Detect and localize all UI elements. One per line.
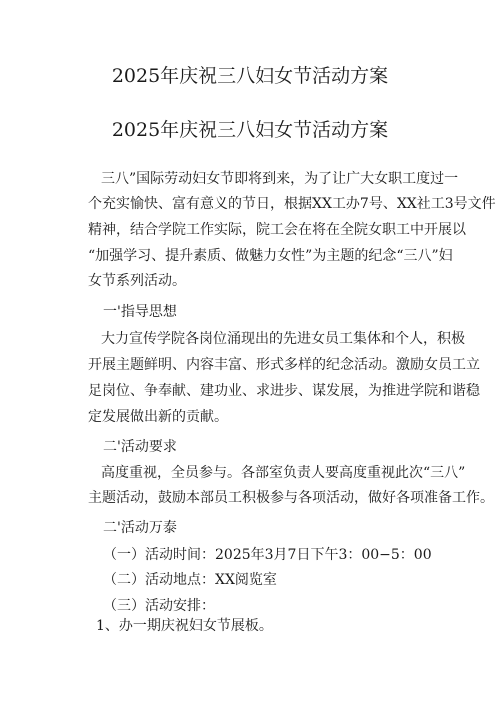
intro-line-3: 精神，结合学院工作实际，院工会在将在全院女职工中开展以	[88, 222, 466, 238]
intro-line-2: 个充实愉快、富有意义的节日，根据XX工办7号、XX社工3号文件	[88, 196, 496, 212]
section-3-item-time: （一）活动时间：2025年3月7日下午3：00−5：00	[103, 547, 432, 563]
section-2-line-1: 高度重视，全员参与。各部室负责人要高度重视此次“三八”	[101, 465, 466, 481]
section-1-line-2: 开展主题鲜明、内容丰富、形式多样的纪念活动。激励女员工立	[88, 357, 480, 373]
document-title: 2025年庆祝三八妇女节活动方案	[111, 65, 389, 87]
document-subtitle: 2025年庆祝三八妇女节活动方案	[111, 119, 389, 141]
section-1-line-1: 大力宣传学院各岗位涌现出的先进女员工集体和个人，积极	[101, 331, 465, 347]
section-2-heading: 二'活动要求	[103, 439, 177, 455]
intro-line-1: 三八”国际劳动妇女节即将到来，为了让广大女职工度过一	[101, 171, 459, 187]
intro-line-5: 女节系列活动。	[88, 273, 186, 289]
section-1-line-4: 定发展做出新的贡献。	[88, 409, 228, 425]
section-2-line-2: 主题活动，鼓励本部员工积极参与各项活动，做好各项准备工作。	[88, 490, 494, 506]
section-1-heading: 一'指导思想	[103, 304, 177, 320]
activity-item-1: 1、办一期庆祝妇女节展板。	[96, 618, 273, 634]
section-1-line-3: 足岗位、争奉献、建功业、求进步、谋发展，为推进学院和谐稳	[88, 383, 480, 399]
section-3-heading: 二'活动万泰	[103, 520, 177, 536]
intro-line-4: “加强学习、提升素质、做魅力女性”为主题的纪念“三八”妇	[88, 248, 453, 264]
section-3-item-arrangement: （三）活动安排：	[103, 598, 215, 614]
section-3-item-location: （二）活动地点：XX阅览室	[103, 572, 277, 588]
